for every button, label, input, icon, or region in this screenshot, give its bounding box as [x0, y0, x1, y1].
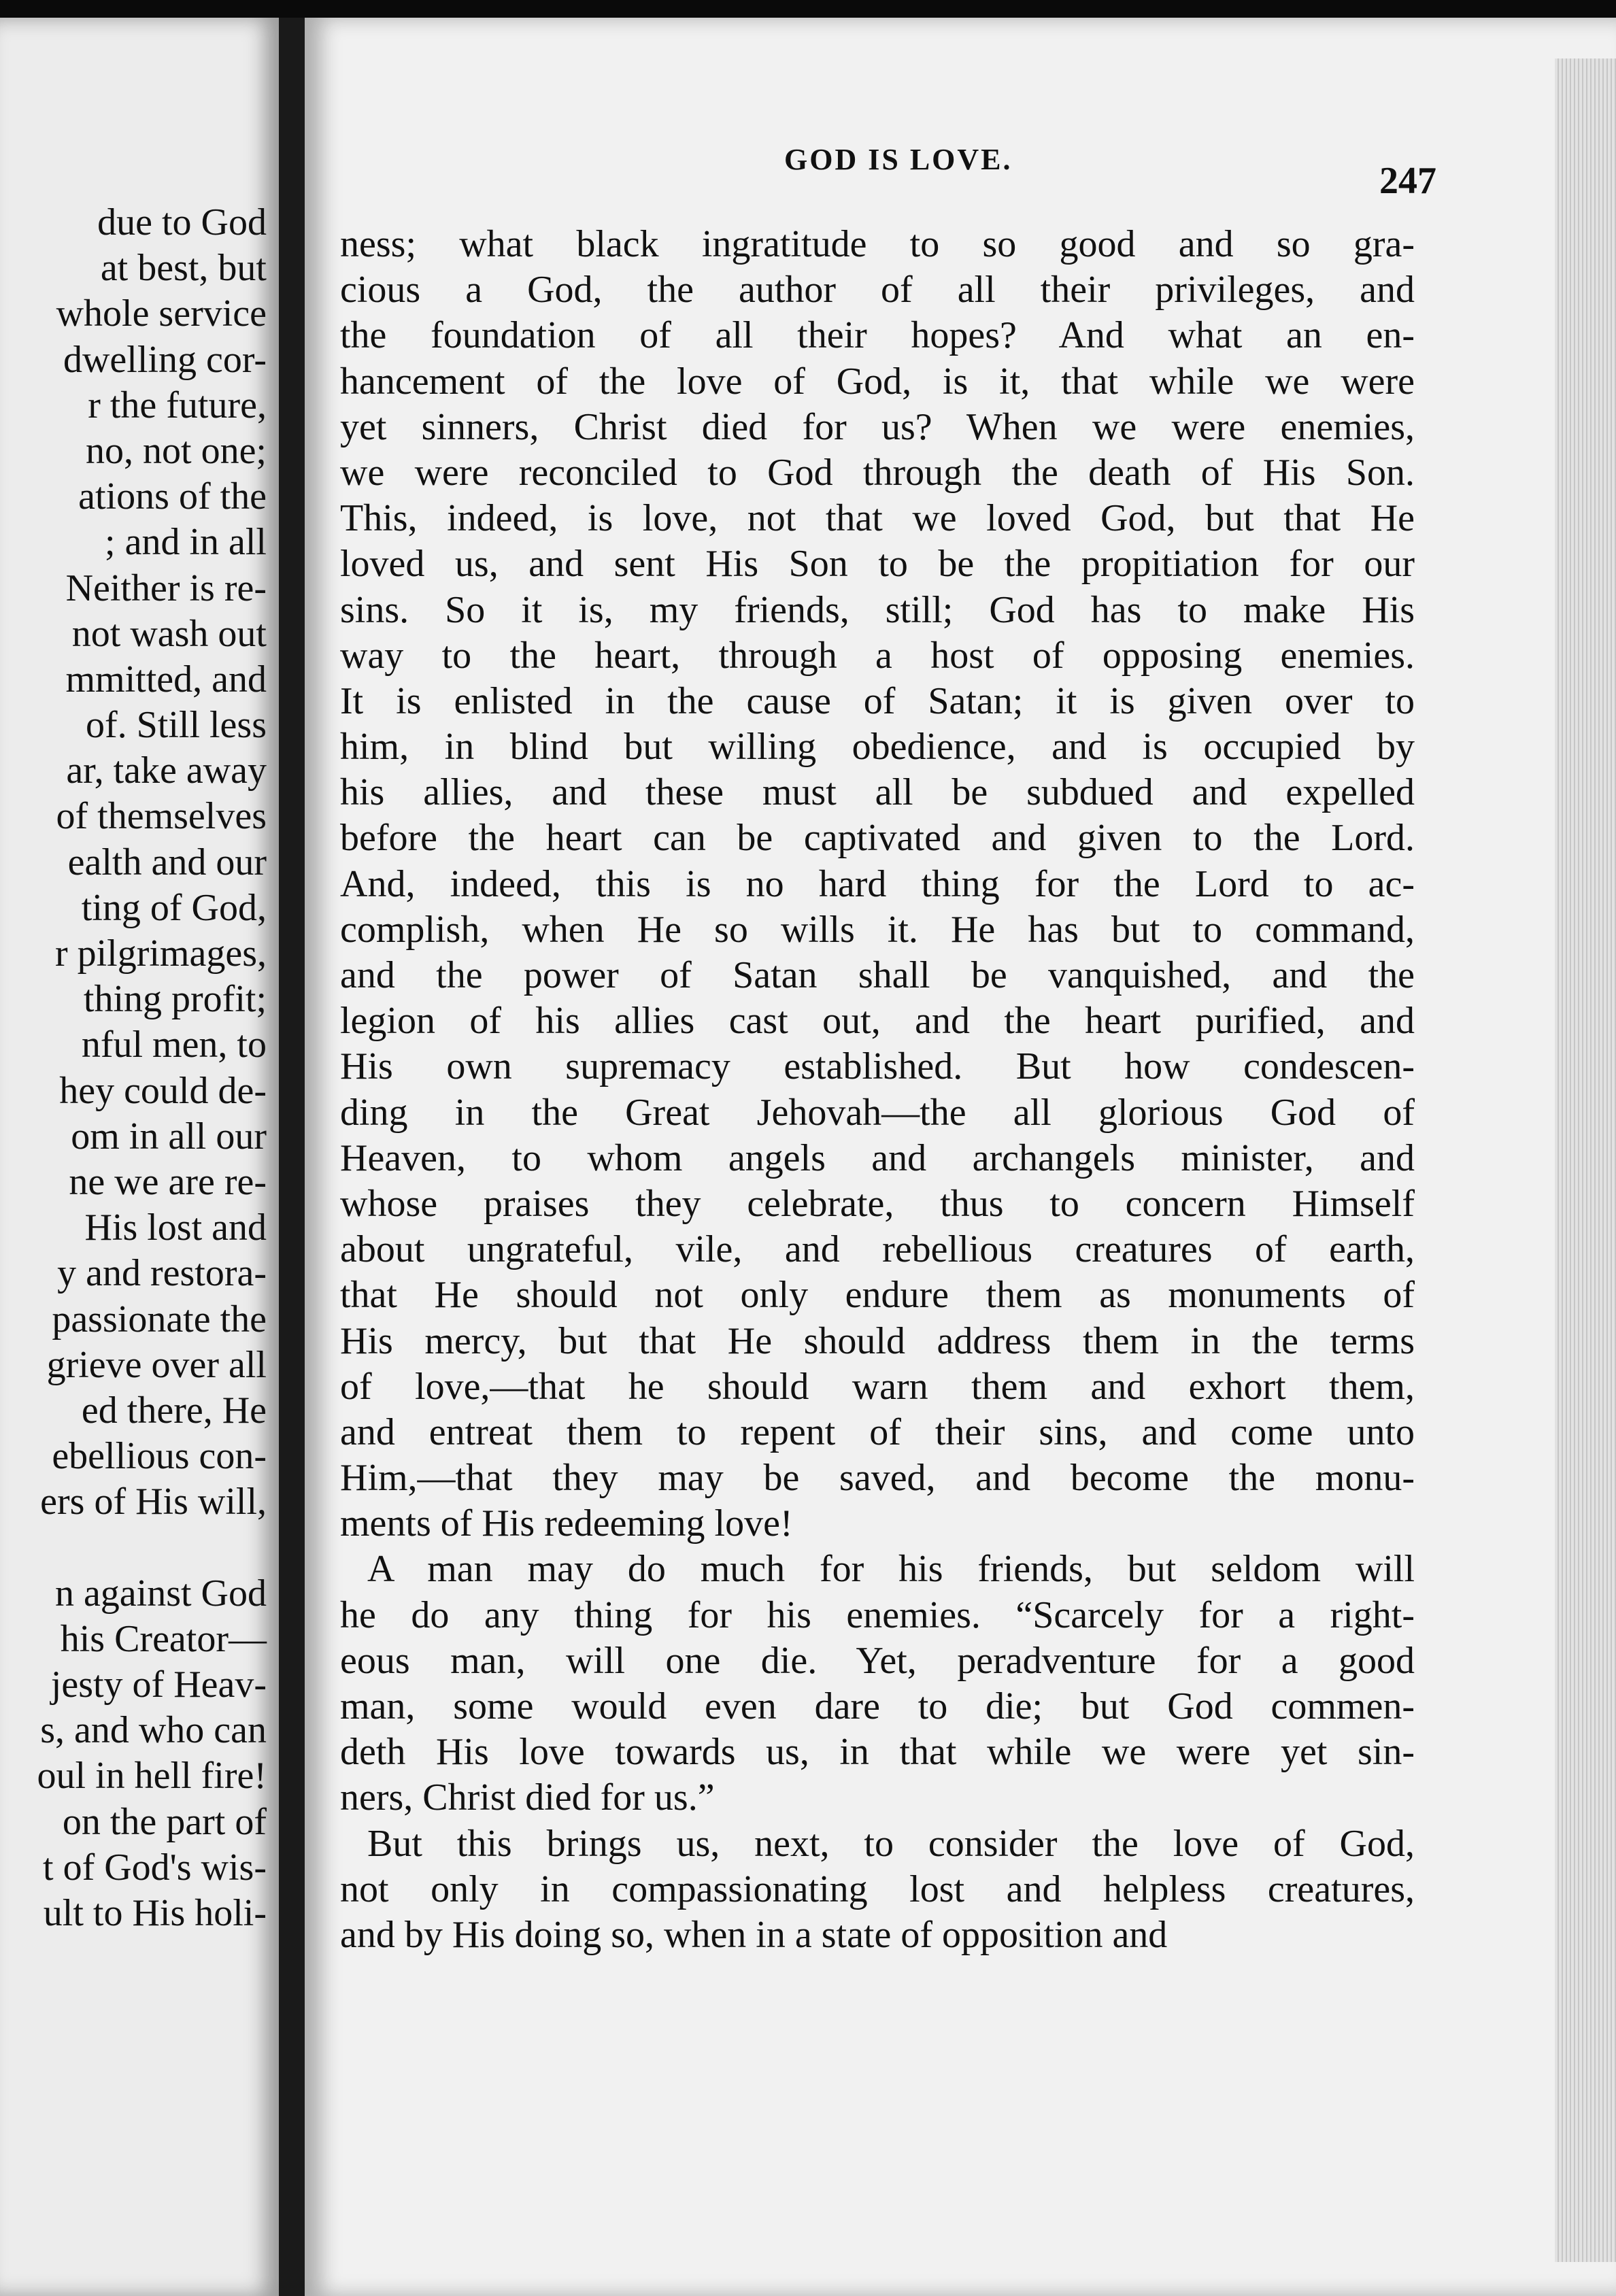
text-line: deth His love towards us, in that while we were yet sin- [340, 1731, 1415, 1774]
right-page [305, 18, 1616, 2296]
left-text-line: of. Still less [85, 704, 267, 747]
book-gutter [279, 18, 305, 2296]
running-head: GOD IS LOVE. [784, 143, 1013, 176]
left-text-line: n against God [54, 1572, 267, 1615]
left-page [0, 18, 279, 2296]
text-line: yet sinners, Christ died for us? When we were enemies, [340, 405, 1415, 448]
text-line: we were reconciled to God through the death of His Son. [340, 451, 1415, 494]
left-text-line: ations of the [78, 475, 267, 518]
left-text-line: mmitted, and [65, 658, 267, 700]
text-line: hancement of the love of God, is it, that while we were [340, 360, 1415, 403]
top-edge [0, 0, 1616, 18]
left-text-line: nful men, to [81, 1024, 267, 1066]
left-text-line: jesty of Heav- [50, 1664, 267, 1706]
text-line: his allies, and these must all be subdued and expelled [340, 771, 1415, 814]
text-line: His mercy, but that He should address them in the terms [340, 1319, 1415, 1362]
text-line: ners, Christ died for us.” [340, 1776, 715, 1819]
left-text-line [37, 1525, 267, 1570]
text-line: His own supremacy established. But how condescen- [340, 1045, 1415, 1088]
left-text-line: oul in hell fire! [37, 1755, 267, 1797]
left-text-line: his Creator— [60, 1617, 267, 1660]
text-line: that He should not only endure them as monuments of [340, 1274, 1415, 1317]
text-line: legion of his allies cast out, and the heart purified, and [340, 1000, 1415, 1043]
body-text [340, 222, 1415, 1958]
left-text-line: om in all our [71, 1115, 267, 1158]
text-line: not only in compassionating lost and helpless creatures, [340, 1868, 1415, 1910]
left-text-line: on the part of [62, 1800, 267, 1843]
left-text-line: thing profit; [83, 978, 267, 1021]
left-text-line: hey could de- [59, 1069, 267, 1112]
text-line: the foundation of all their hopes? And what an en- [340, 314, 1415, 357]
text-line: This, indeed, is love, not that we loved God, but that He [340, 497, 1415, 540]
text-line: eous man, will one die. Yet, peradventure for a good [340, 1639, 1415, 1682]
left-text-line: His lost and [84, 1206, 267, 1249]
left-text-line: due to God [97, 201, 267, 243]
text-line: before the heart can be captivated and given to the Lord. [340, 817, 1415, 860]
text-line: complish, when He so wills it. He has but to command, [340, 908, 1415, 951]
left-text-line: no, not one; [86, 429, 267, 472]
left-text-line: passionate the [52, 1298, 267, 1340]
left-text-line: ers of His will, [40, 1481, 267, 1523]
text-line: A man may do much for his friends, but seldom will [367, 1548, 1415, 1591]
text-line: man, some would even dare to die; but God commen- [340, 1685, 1415, 1727]
left-text-line: ebellious con- [52, 1435, 267, 1478]
text-line: ness; what black ingratitude to so good and so gra- [340, 223, 1415, 265]
left-text-line: ; and in all [105, 521, 267, 564]
left-text-line: s, and who can [40, 1709, 267, 1752]
left-page-text [37, 200, 267, 1936]
left-text-line: ed there, He [81, 1389, 267, 1432]
text-line: about ungrateful, vile, and rebellious creatures of earth, [340, 1228, 1415, 1271]
text-line: loved us, and sent His Son to be the propitiation for our [340, 543, 1415, 586]
left-text-line: ting of God, [81, 886, 267, 929]
text-line: Him,—that they may be saved, and become the monu- [340, 1457, 1415, 1500]
left-text-line: ne we are re- [69, 1160, 267, 1203]
text-line: But this brings us, next, to consider the love of God, [367, 1822, 1415, 1865]
left-text-line: at best, but [100, 247, 267, 290]
text-line: and entreat them to repent of their sins, and come unto [340, 1411, 1415, 1453]
text-line: and by His doing so, when in a state of opposition and [340, 1913, 1168, 1956]
left-text-line: of themselves [56, 795, 267, 838]
text-line: cious a God, the author of all their privileges, and [340, 269, 1415, 311]
left-text-line: r the future, [88, 384, 267, 426]
page-number: 247 [1379, 160, 1436, 202]
page-edges [1555, 58, 1616, 2262]
left-text-line: y and restora- [57, 1252, 267, 1295]
text-line: sins. So it is, my friends, still; God has to make His [340, 588, 1415, 631]
text-line: way to the heart, through a host of opposing enemies. [340, 634, 1415, 677]
text-line: ments of His redeeming love! [340, 1502, 793, 1545]
text-line: he do any thing for his enemies. “Scarcely for a right- [340, 1593, 1415, 1636]
text-line: and the power of Satan shall be vanquished, and the [340, 954, 1415, 996]
left-text-line: ealth and our [67, 841, 267, 883]
text-line: whose praises they celebrate, thus to concern Himself [340, 1182, 1415, 1225]
left-text-line: Neither is re- [65, 567, 267, 609]
left-text-line: ult to His holi- [43, 1891, 267, 1934]
left-text-line: ar, take away [66, 749, 267, 792]
left-text-line: whole service [56, 292, 267, 335]
left-text-line: r pilgrimages, [54, 932, 267, 975]
text-line: Heaven, to whom angels and archangels minister, and [340, 1136, 1415, 1179]
left-text-line: t of God's wis- [43, 1846, 267, 1889]
left-text-line: dwelling cor- [63, 338, 267, 381]
text-line: And, indeed, this is no hard thing for the Lord to ac- [340, 862, 1415, 905]
text-line: of love,—that he should warn them and exhort them, [340, 1365, 1415, 1408]
text-line: It is enlisted in the cause of Satan; it is given over to [340, 679, 1415, 722]
left-text-line: not wash out [71, 612, 267, 655]
left-text-line: grieve over all [46, 1343, 267, 1386]
text-line: him, in blind but willing obedience, and is occupied by [340, 726, 1415, 769]
text-line: ding in the Great Jehovah—the all glorious God of [340, 1091, 1415, 1134]
